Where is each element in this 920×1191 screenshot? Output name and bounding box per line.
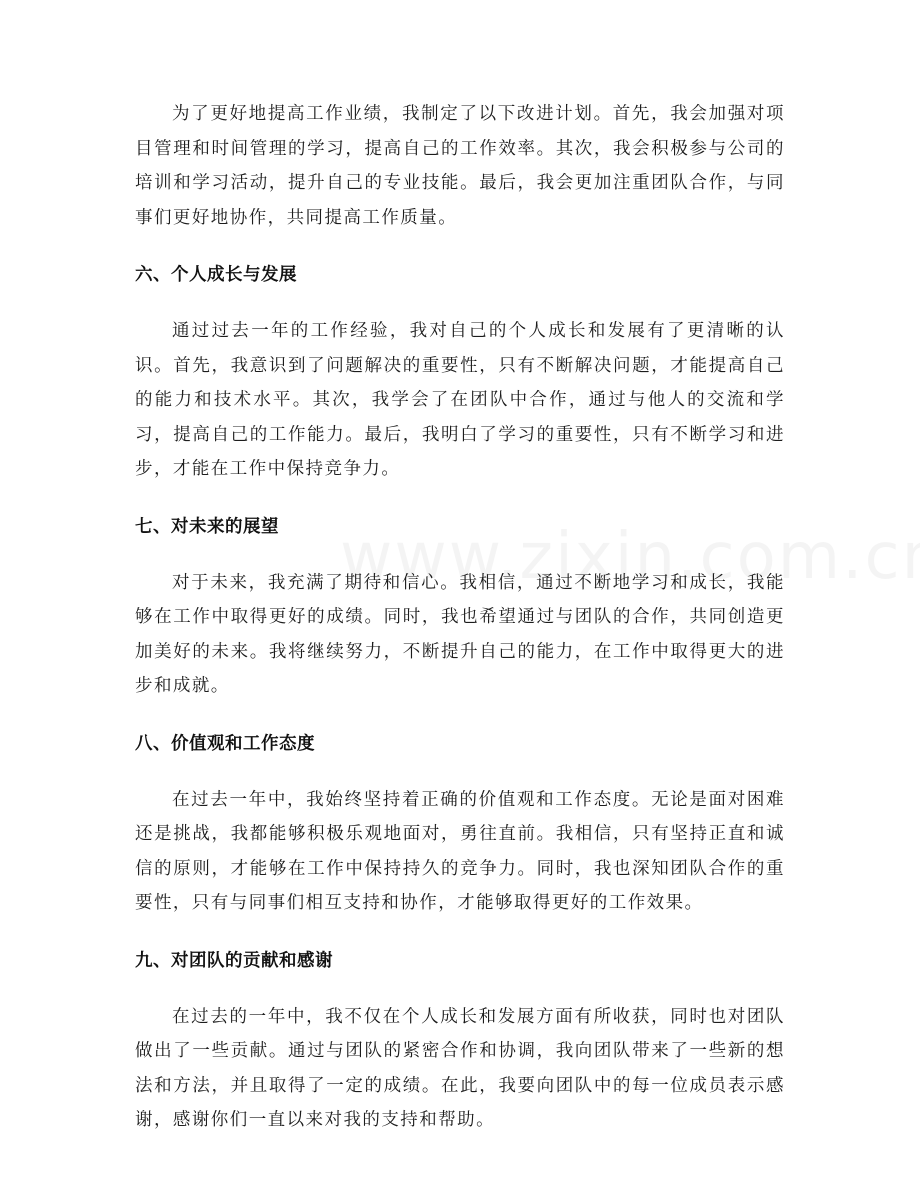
spacer xyxy=(135,292,785,314)
spacer xyxy=(135,921,785,944)
intro-paragraph: 为了更好地提高工作业绩，我制定了以下改进计划。首先，我会加强对项目管理和时间管理的学习，提高自己的工作效率。其次，我会积极参与公司的培训和学习活动，提升自己的专业技能。最后，我会更加注重团队合作，与同事们更好地协作，共同提高工作质量。 xyxy=(135,104,785,228)
section-6-paragraph: 通过过去一年的工作经验，我对自己的个人成长和发展有了更清晰的认识。首先，我意识到了问题解决的重要性，只有不断解决问题，才能提高自己的能力和技术水平。其次，我学会了在团队中合作，通过与他人的交流和学习，提高自己的工作能力。最后，我明白了学习的重要性，只有不断学习和进步，才能在工作中保持竞争力。 xyxy=(135,321,785,479)
spacer xyxy=(135,704,785,727)
section-8-paragraph: 在过去一年中，我始终坚持着正确的价值观和工作态度。无论是面对困难还是挑战，我都能够积极乐观地面对，勇往直前。我相信，只有坚持正直和诚信的原则，才能够在工作中保持持久的竞争力。同时，我也深知团队合作的重要性，只有与同事们相互支持和协作，才能够取得更好的工作效果。 xyxy=(135,789,785,913)
document-body xyxy=(135,97,785,1138)
spacer xyxy=(135,235,785,258)
spacer xyxy=(135,487,785,510)
spacer xyxy=(135,761,785,783)
section-6-heading: 六、个人成长与发展 xyxy=(135,265,297,285)
spacer xyxy=(135,544,785,566)
section-7-paragraph: 对于未来，我充满了期待和信心。我相信，通过不断地学习和成长，我能够在工作中取得更好的成绩。同时，我也希望通过与团队的合作，共同创造更加美好的未来。我将继续努力，不断提升自己的能力，在工作中取得更大的进步和成就。 xyxy=(135,572,785,696)
section-7-heading: 七、对未来的展望 xyxy=(135,516,279,537)
spacer xyxy=(135,978,785,1000)
section-9-heading: 九、对团队的贡献和感谢 xyxy=(135,950,333,971)
section-9-paragraph: 在过去的一年中，我不仅在个人成长和发展方面有所收获，同时也对团队做出了一些贡献。通过与团队的紧密合作和协调，我向团队带来了一些新的想法和方法，并且取得了一定的成绩。在此，我要向团队中的每一位成员表示感谢，感谢你们一直以来对我的支持和帮助。 xyxy=(135,1006,785,1130)
section-8-heading: 八、价值观和工作态度 xyxy=(135,733,315,754)
